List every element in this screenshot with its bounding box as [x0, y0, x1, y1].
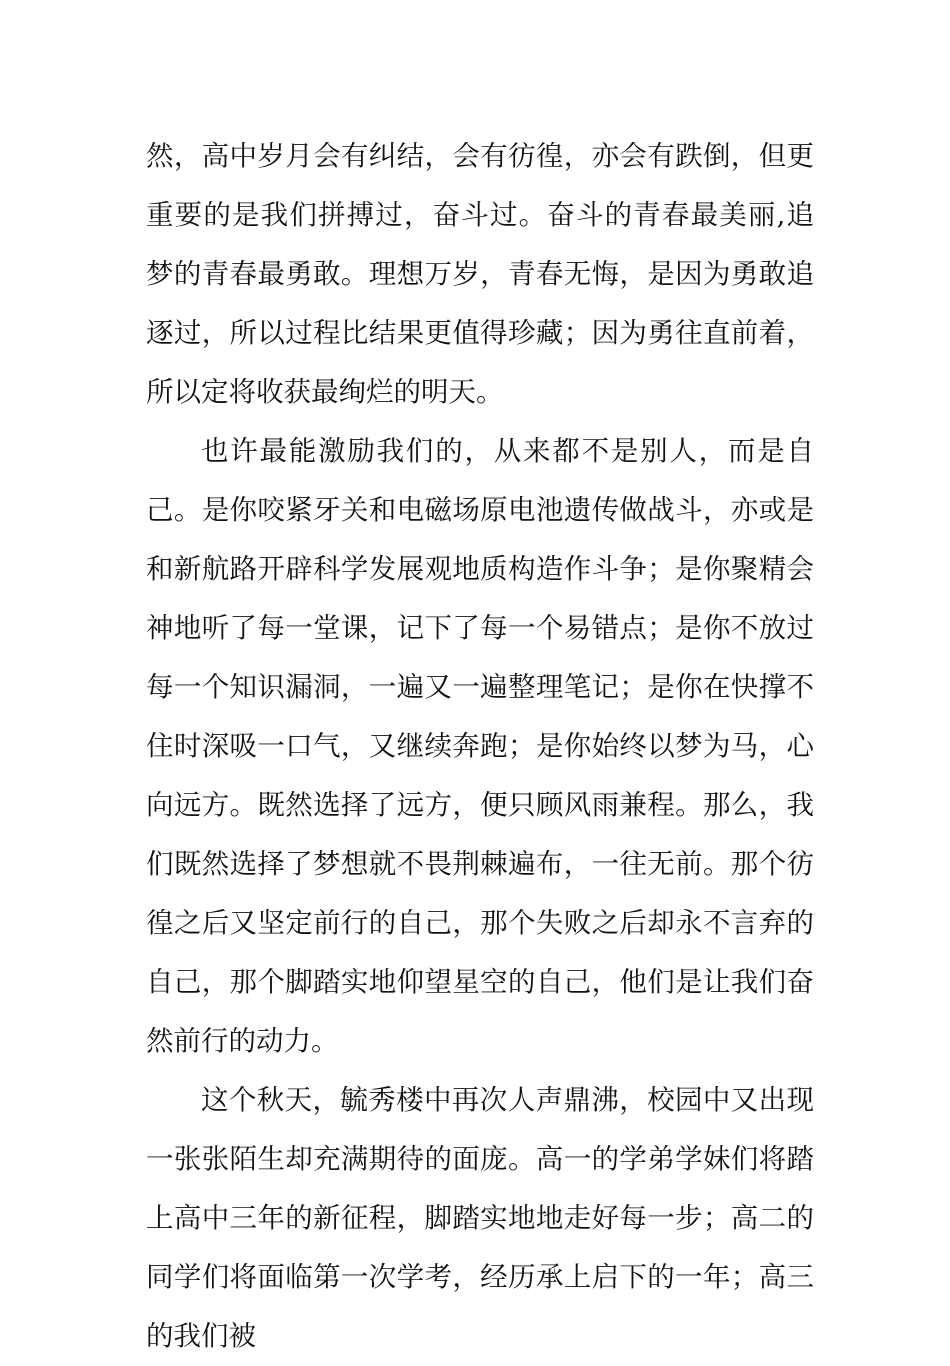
body-text — [146, 127, 814, 1366]
paragraph-self-motivation: 也许最能激励我们的，从来都不是别人，而是自己。是你咬紧牙关和电磁场原电池遗传做战斗，亦或是和新航路开辟科学发展观地质构造作斗争；是你聚精会神地听了每一堂课，记下了每一个易错点；是你不放过每一个知识漏洞，一遍又一遍整理笔记；是你在快撑不住时深吸一口气，又继续奔跑；是你始终以梦为马，心向远方。既然选择了远方，便只顾风雨兼程。那么，我们既然选择了梦想就不畏荆棘遍布，一往无前。那个彷徨之后又坚定前行的自己，那个失败之后却永不言弃的自己，那个脚踏实地仰望星空的自己，他们是让我们奋然前行的动力。 — [146, 435, 814, 1057]
paragraph-continuation: 然，高中岁月会有纠结，会有彷徨，亦会有跌倒，但更重要的是我们拼搏过，奋斗过。奋斗的青春最美丽,追梦的青春最勇敢。理想万岁，青春无悔，是因为勇敢追逐过，所以过程比结果更值得珍藏；因为勇往直前着，所以定将收获最绚烂的明天。 — [146, 140, 814, 408]
paragraph-autumn: 这个秋天，毓秀楼中再次人声鼎沸，校园中又出现一张张陌生却充满期待的面庞。高一的学弟学妹们将踏上高中三年的新征程，脚踏实地地走好每一步；高二的同学们将面临第一次学考，经历承上启下的一年；高三的我们被 — [146, 1084, 814, 1352]
